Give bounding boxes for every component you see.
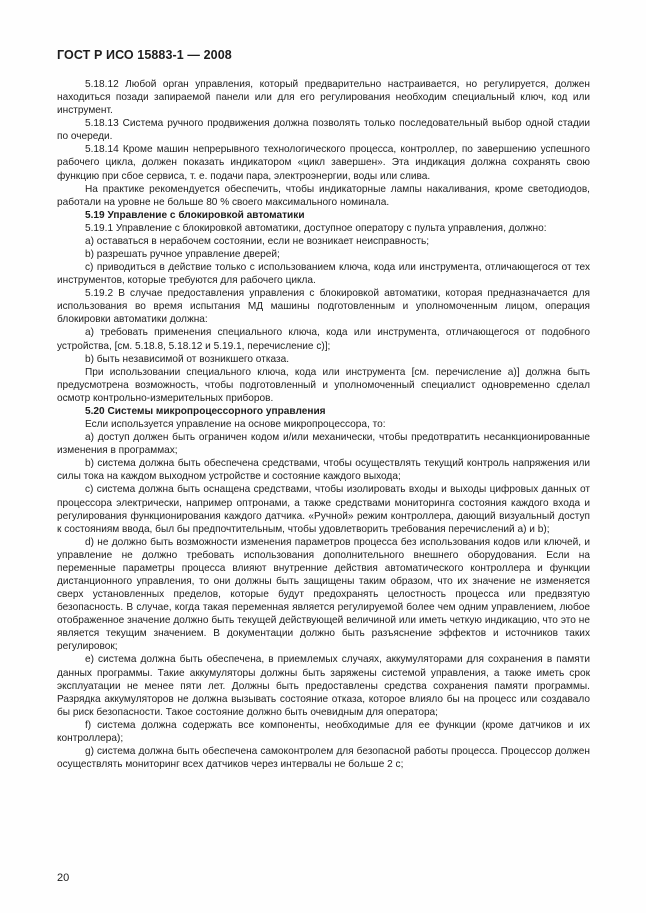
list-item: а) требовать применения специального ключа, кода или инструмента, отличающегося от подобного устройства, [см. 5.18.8, 5.18.12 и 5.19.1, перечисление с)]; <box>57 327 590 352</box>
section-heading-5-19: 5.19 Управление с блокировкой автоматики <box>85 209 305 221</box>
clause-5-19-1: 5.19.1 Управление с блокировкой автоматики, доступное оператору с пульта управления, должно: <box>85 222 547 234</box>
list-item: а) доступ должен быть ограничен кодом и/или механически, чтобы предотвратить несанкционированные изменения в программах; <box>57 432 590 457</box>
clause-5-18-13: 5.18.13 Система ручного продвижения должна позволять только последовательный выбор одной стадии по очереди. <box>57 118 590 143</box>
clause-5-19-2: 5.19.2 В случае предоставления управления с блокировкой автоматики, которая предназначается для использования во время испытания МД машины подготовленным и уполномоченным лицом, операция блокировки автоматики должна: <box>57 288 590 326</box>
list-item: а) оставаться в нерабочем состоянии, если не возникает неисправность; <box>85 235 430 247</box>
clause-5-18-14: 5.18.14 Кроме машин непрерывного технологического процесса, контроллер, по завершению успешного рабочего цикла, должен показать индикатором «цикл завершен». Эта индикация должна сохранять свою функцию при сбое сервиса, т. е. подачи пара, электроэнергии, воды или слива. <box>57 144 590 182</box>
list-item: g) система должна быть обеспечена самоконтролем для безопасной работы процесса. Процессор должен осуществлять мониторинг всех датчиков через интервалы не больше 2 с; <box>57 745 590 771</box>
section-heading-5-20: 5.20 Системы микропроцессорного управления <box>85 405 326 417</box>
clause-5-18-12: 5.18.12 Любой орган управления, который предварительно настраивается, но регулируется, должен находиться позади запираемой панели или для его регулирования необходим специальный ключ, код или инструмент. <box>57 79 590 117</box>
page-number: 20 <box>57 872 70 884</box>
document-header: ГОСТ Р ИСО 15883-1 — 2008 <box>57 48 232 62</box>
list-item: b) быть независимой от возникшего отказа. <box>85 353 290 365</box>
list-item: f) система должна содержать все компоненты, необходимые для ее функции (кроме датчиков и их контроллера); <box>57 719 590 744</box>
practice-note: На практике рекомендуется обеспечить, чтобы индикаторные лампы накаливания, кроме светодиодов, работали на уровне не больше 80 % своего максимального номинала. <box>57 183 590 208</box>
list-item: с) система должна быть оснащена средствами, чтобы изолировать входы и выходы цифровых данных от процессора электрически, например оптронами, а также средствами мониторинга состояния каждого входа и регулирования функционирования каждого датчика. «Ручной» режим контроллера, дающий визуальный доступ к состояниям ввода, был бы предпочтительным, чтобы удовлетворить требования перечислений а) и b); <box>57 484 590 535</box>
list-item: с) приводиться в действие только с использованием ключа, кода или инструмента, отличающегося от тех инструментов, которые требуются для рабочего цикла. <box>57 262 590 287</box>
list-item: b) система должна быть обеспечена средствами, чтобы осуществлять текущий контроль напряжения или силы тока на каждом выходном устройстве и состояние каждого выхода; <box>57 458 590 483</box>
document-body <box>57 78 590 771</box>
list-item: е) система должна быть обеспечена, в приемлемых случаях, аккумуляторами для сохранения в памяти данных программы. Такие аккумуляторы должны быть заряжены системой управления, а также иметь срок эксплуатации не менее пяти лет. Должны быть предоставлены средства сохранения памяти программы. Разрядка аккумуляторов не должна вызывать состояние отказа, которое влияло бы на процесс или создавало бы риск безопасности. Такое состояние должно быть очевидным для оператора; <box>57 654 590 718</box>
paragraph: Если используется управление на основе микропроцессора, то: <box>85 419 386 431</box>
list-item: b) разрешать ручное управление дверей; <box>85 249 280 261</box>
paragraph: При использовании специального ключа, кода или инструмента [см. перечисление а)] должна быть предусмотрена возможность, чтобы подготовленный и уполномоченный специалист одновременно сделал осмотр контрольно-измерительных приборов. <box>57 366 590 404</box>
list-item: d) не должно быть возможности изменения параметров процесса без использования кодов или ключей, и управление не должно требовать использования дополнительного внешнего оборудования. Если на переменные параметры процесса влияют внутренние действия автоматического контроллера и функции дистанционного управления, то они должны быть защищены таким образом, что их значение не изменяется сверх установленных пределов, которые будут предохранять целостность процесса или предвзятую безопасность. В случае, когда такая переменная является регулируемой более чем одним управлением, любое отображенное значение должно быть текущей действующей величиной или иметь четкую индикацию, что это не является текущим значением. В документации должно быть разъяснение эффектов и источников таких регулировок; <box>57 536 590 653</box>
